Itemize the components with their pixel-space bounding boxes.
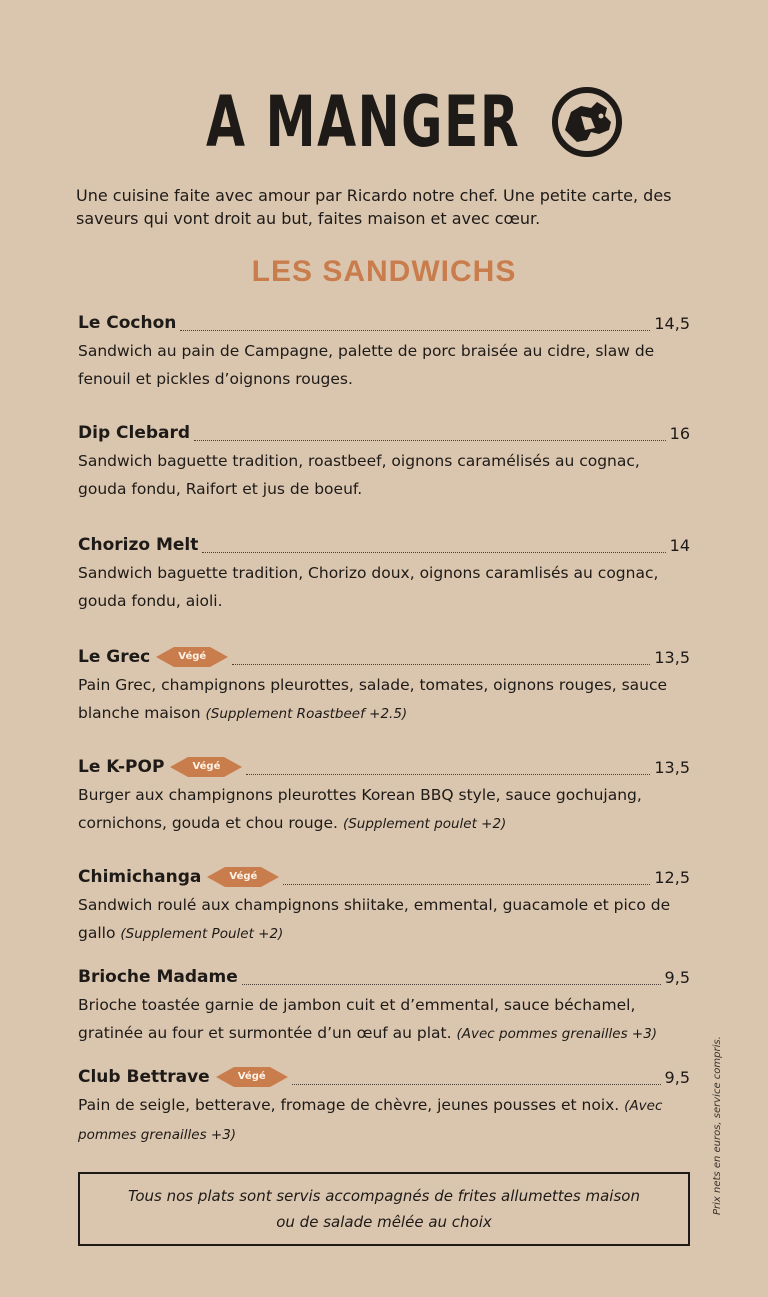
sides-note-line-2: ou de salade mêlée au choix xyxy=(276,1213,492,1231)
menu-item-description xyxy=(78,781,690,838)
vege-badge-label: Végé xyxy=(229,871,258,882)
menu-item-description-text: Brioche toastée garnie de jambon cuit et d’emmental, sauce béchamel, gratinée au four et surmontée d’un œuf au plat. xyxy=(78,996,636,1042)
page-title: A MANGER xyxy=(205,81,521,163)
menu-item xyxy=(78,311,690,393)
menu-item-header xyxy=(78,965,690,989)
vege-badge-label: Végé xyxy=(237,1071,266,1082)
menu-item-header xyxy=(78,1065,690,1089)
dog-head-logo-icon xyxy=(551,86,623,158)
menu-item-price: 9,5 xyxy=(664,967,690,987)
menu-item-price: 14 xyxy=(669,535,690,555)
menu-item-supplement: (Supplement Poulet +2) xyxy=(120,926,284,942)
menu-item-header xyxy=(78,865,690,889)
menu-item-description xyxy=(78,891,690,948)
dotted-leader xyxy=(292,1070,661,1085)
menu-item xyxy=(78,965,690,1048)
vege-badge-label: Végé xyxy=(192,761,221,772)
dotted-leader xyxy=(202,538,665,553)
menu-item-description xyxy=(78,671,690,728)
price-note: Prix nets en euros, service compris. xyxy=(712,1036,723,1215)
vege-badge xyxy=(170,755,242,779)
menu-item-name: Chorizo Melt xyxy=(78,535,199,555)
menu-item-description xyxy=(78,991,690,1048)
menu-item xyxy=(78,533,690,615)
menu-item-description xyxy=(78,447,690,503)
menu-item-price: 13,5 xyxy=(654,757,690,777)
sides-note-line-1: Tous nos plats sont servis accompagnés de frites allumettes maison xyxy=(128,1187,640,1205)
menu-item-description-text: Sandwich roulé aux champignons shiitake, emmental, guacamole et pico de gallo xyxy=(78,896,671,942)
vege-badge-label: Végé xyxy=(178,651,207,662)
menu-item-description-text: Pain de seigle, betterave, fromage de chèvre, jeunes pousses et noix. xyxy=(78,1096,620,1114)
section-title: LES SANDWICHS xyxy=(251,255,517,288)
menu-item-description-text: Sandwich au pain de Campagne, palette de porc braisée au cidre, slaw de fenouil et pickles d’oignons rouges. xyxy=(78,342,655,388)
menu-item-name: Dip Clebard xyxy=(78,423,191,443)
menu-item-description xyxy=(78,337,690,393)
vege-badge xyxy=(156,645,228,669)
menu-item-price: 16 xyxy=(669,423,690,443)
intro-text: Une cuisine faite avec amour par Ricardo notre chef. Une petite carte, des saveurs qui vont droit au but, faites maison et avec cœur. xyxy=(76,186,672,228)
menu-item xyxy=(78,865,690,948)
menu-item-name: Club Bettrave xyxy=(78,1067,210,1087)
dotted-leader xyxy=(242,970,661,985)
menu-item-name: Le Grec xyxy=(78,647,151,667)
menu-item-header xyxy=(78,645,690,669)
menu-item xyxy=(78,755,690,838)
menu-item-price: 14,5 xyxy=(654,313,690,333)
menu-item-description-text: Sandwich baguette tradition, Chorizo doux, oignons caramlisés au cognac, gouda fondu, aioli. xyxy=(78,564,659,610)
dotted-leader xyxy=(232,650,650,665)
menu-item xyxy=(78,645,690,728)
dotted-leader xyxy=(180,316,650,331)
menu-item-description-text: Sandwich baguette tradition, roastbeef, oignons caramélisés au cognac, gouda fondu, Raifort et jus de boeuf. xyxy=(78,452,640,498)
menu-item-header xyxy=(78,311,690,335)
menu-item-name: Le K-POP xyxy=(78,757,165,777)
menu-item-header xyxy=(78,755,690,779)
menu-item-price: 9,5 xyxy=(664,1067,690,1087)
menu-item xyxy=(78,421,690,503)
menu-item-price: 12,5 xyxy=(654,867,690,887)
sides-note xyxy=(78,1172,690,1246)
header xyxy=(0,82,768,162)
menu-item-description xyxy=(78,559,690,615)
menu-item-price: 13,5 xyxy=(654,647,690,667)
menu-item-header xyxy=(78,421,690,445)
menu-item-header xyxy=(78,533,690,557)
menu-item-supplement: (Avec pommes grenailles +3) xyxy=(78,1098,663,1143)
menu-item-description-text: Burger aux champignons pleurottes Korean BBQ style, sauce gochujang, cornichons, gouda et chou rouge. xyxy=(78,786,642,832)
menu-item-name: Chimichanga xyxy=(78,867,202,887)
menu-item-name: Le Cochon xyxy=(78,313,177,333)
vege-badge xyxy=(207,865,279,889)
menu-item-supplement: (Supplement Roastbeef +2.5) xyxy=(205,706,408,722)
menu-item-supplement: (Supplement poulet +2) xyxy=(342,816,507,832)
menu-item-name: Brioche Madame xyxy=(78,967,238,987)
vege-badge xyxy=(216,1065,288,1089)
dotted-leader xyxy=(246,760,650,775)
menu-item-supplement: (Avec pommes grenailles +3) xyxy=(456,1026,658,1042)
menu-item xyxy=(78,1065,690,1149)
dotted-leader xyxy=(194,426,666,441)
menu-item-description-text: Pain Grec, champignons pleurottes, salade, tomates, oignons rouges, sauce blanche maison xyxy=(78,676,668,722)
menu-item-description xyxy=(78,1091,690,1149)
dotted-leader xyxy=(283,870,650,885)
